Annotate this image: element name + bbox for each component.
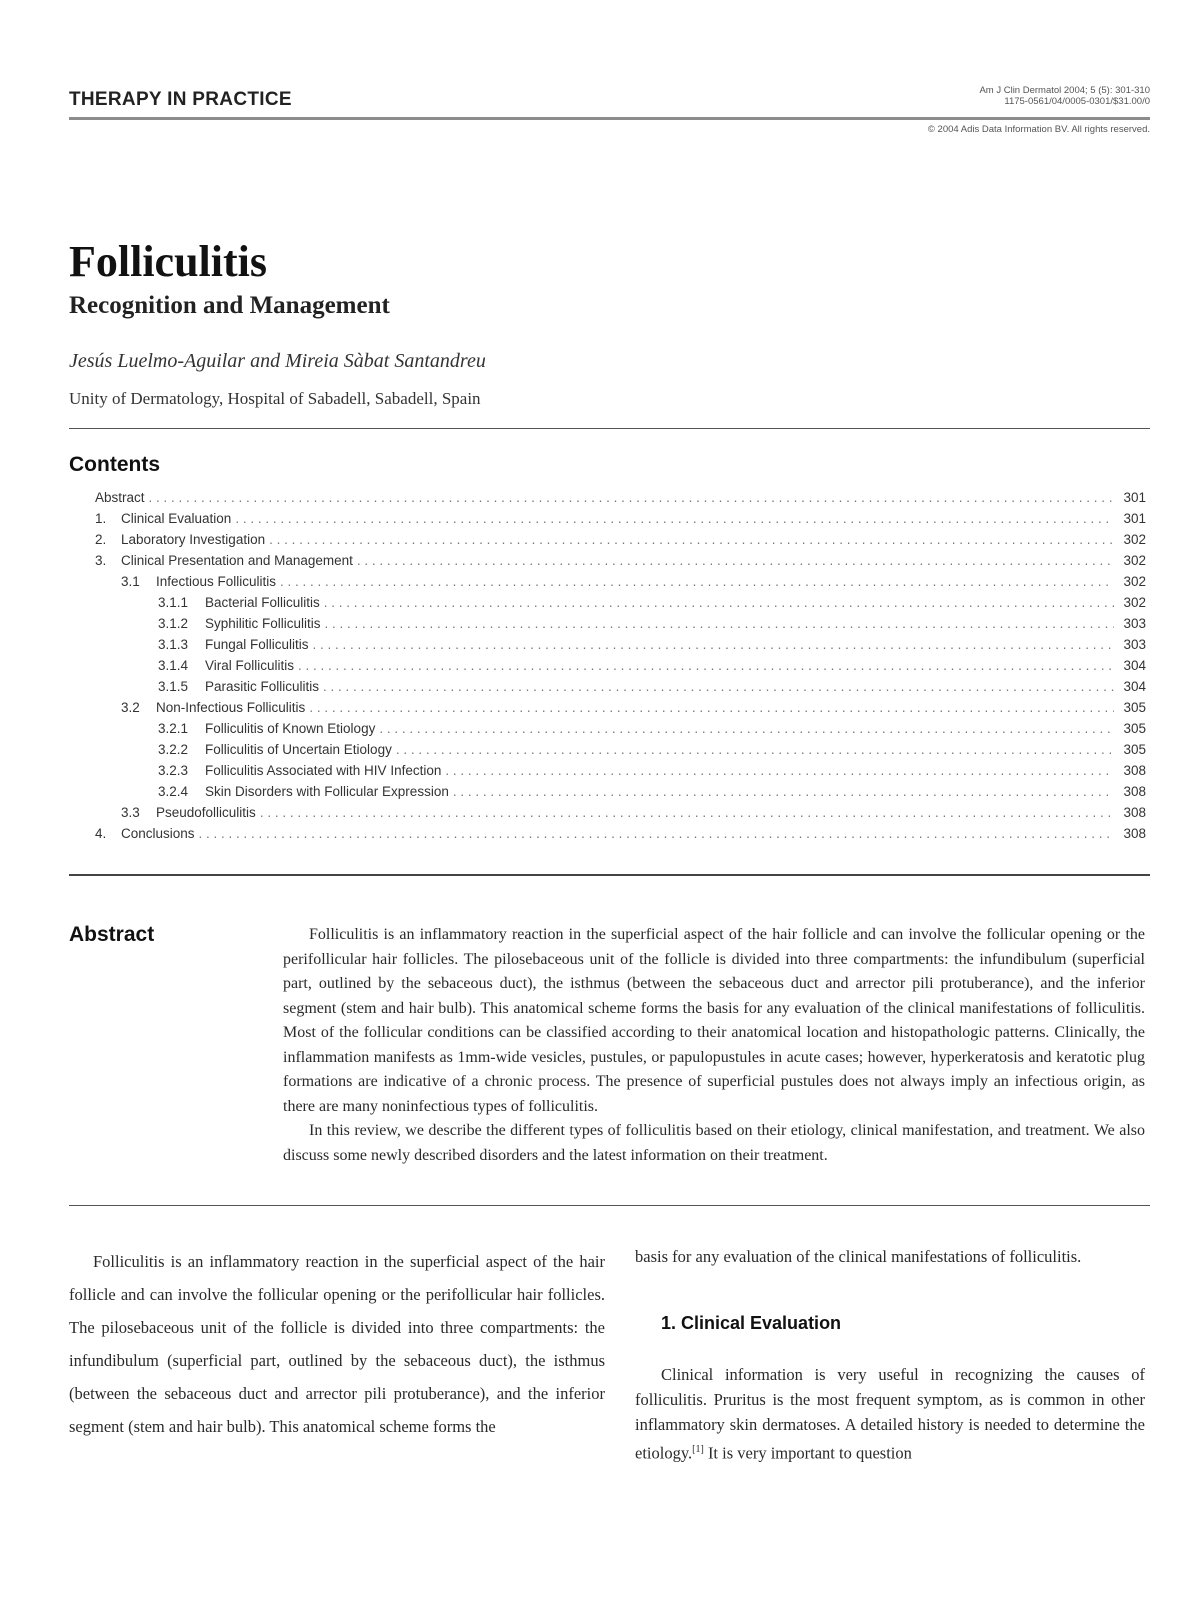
toc-entry-label: Clinical Presentation and Management	[121, 553, 353, 568]
body-column-right	[635, 1362, 1145, 1466]
toc-entry[interactable]	[95, 760, 1146, 781]
toc-leader	[149, 487, 1114, 508]
series-label: THERAPY IN PRACTICE	[69, 89, 292, 110]
toc-entry-page: 308	[1123, 763, 1146, 778]
toc-entry-number: 3.1.3	[158, 637, 189, 652]
toc-leader	[445, 760, 1114, 781]
toc-entry[interactable]	[95, 802, 1146, 823]
toc-entry[interactable]	[95, 529, 1146, 550]
toc-entry-page: 302	[1123, 532, 1146, 547]
toc-entry-label: Syphilitic Folliculitis	[205, 616, 321, 631]
toc-entry[interactable]	[95, 739, 1146, 760]
body-column-right-top	[635, 1245, 1145, 1269]
toc-entry-label: Laboratory Investigation	[121, 532, 266, 547]
toc-entry-number: 3.2.4	[158, 784, 189, 799]
toc-leader	[298, 655, 1114, 676]
toc-entry[interactable]	[95, 823, 1146, 844]
abstract-paragraph-1: Folliculitis is an inflammatory reaction in the superficial aspect of the hair follicle and can involve the follicular opening or the perifollicular hair follicles. The pilosebaceous unit of the follicle is divided into three compartments: the infundibulum (superficial part, outlined by the sebaceous duct), the isthmus (between the sebaceous duct and arrector pili protuberance), and the inferior segment (stem and hair bulb). This anatomical scheme forms the basis for any evaluation of the clinical manifestations of folliculitis. Most of the follicular conditions can be classified according to their anatomical location and histopathologic patterns. Clinically, the inflammation manifests as 1mm-wide vesicles, pustules, or papulopustules in acute cases; however, hyperkeratosis and keratotic plug formations are indicative of a chronic process. The presence of superficial pustules does not always imply an infectious origin, as there are many noninfectious types of folliculitis.	[283, 926, 1145, 1115]
toc-entry[interactable]	[95, 487, 1146, 508]
toc-entry-label: Parasitic Folliculitis	[205, 679, 320, 694]
toc-entry-page: 301	[1123, 490, 1146, 505]
toc-entry[interactable]	[95, 592, 1146, 613]
body-paragraph	[635, 1362, 1145, 1466]
section-heading-clinical-evaluation: 1. Clinical Evaluation	[661, 1313, 842, 1333]
toc-leader	[324, 592, 1114, 613]
toc-entry-label: Fungal Folliculitis	[205, 637, 309, 652]
journal-citation	[979, 85, 1150, 107]
toc-entry-number: 3.1.1	[158, 595, 189, 610]
table-of-contents	[95, 487, 1146, 844]
toc-leader	[325, 613, 1114, 634]
toc-leader	[280, 571, 1114, 592]
abstract-body	[283, 923, 1145, 1168]
toc-entry-label: Infectious Folliculitis	[156, 574, 277, 589]
toc-entry-number: 3.2.1	[158, 721, 189, 736]
toc-entry-page: 301	[1123, 511, 1146, 526]
toc-entry-page: 308	[1123, 826, 1146, 841]
toc-entry-page: 302	[1123, 595, 1146, 610]
toc-entry-label: Folliculitis of Uncertain Etiology	[205, 742, 392, 757]
toc-entry[interactable]	[95, 697, 1146, 718]
toc-leader	[396, 739, 1114, 760]
toc-entry-label: Viral Folliculitis	[205, 658, 295, 673]
toc-entry-number: 3.1.2	[158, 616, 189, 631]
toc-entry-page: 304	[1123, 679, 1146, 694]
divider	[69, 874, 1150, 876]
article-affiliation: Unity of Dermatology, Hospital of Sabadell, Sabadell, Spain	[69, 389, 481, 408]
toc-entry-label: Folliculitis Associated with HIV Infection	[205, 763, 442, 778]
body-text: It is very important to question	[703, 1443, 912, 1463]
article-authors: Jesús Luelmo-Aguilar and Mireia Sàbat Santandreu	[69, 350, 486, 372]
toc-entry-page: 302	[1123, 553, 1146, 568]
toc-entry-number: 4.	[95, 826, 107, 841]
toc-leader	[453, 781, 1114, 802]
reference-link[interactable]: [1]	[692, 1444, 704, 1455]
toc-entry-label: Non-Infectious Folliculitis	[156, 700, 306, 715]
toc-leader	[269, 529, 1114, 550]
toc-entry-label: Pseudofolliculitis	[156, 805, 256, 820]
toc-leader	[260, 802, 1114, 823]
toc-entry[interactable]	[95, 718, 1146, 739]
toc-entry-page: 302	[1123, 574, 1146, 589]
toc-entry[interactable]	[95, 634, 1146, 655]
abstract-paragraph-2: In this review, we describe the different types of folliculitis based on their etiology, clinical manifestation, and treatment. We also discuss some newly described disorders and the latest information on their treatment.	[283, 1122, 1145, 1164]
toc-leader	[199, 823, 1114, 844]
toc-entry-number: 3.	[95, 553, 107, 568]
toc-entry[interactable]	[95, 571, 1146, 592]
body-text: Clinical information is very useful in recognizing the causes of folliculitis. Pruritus is the most frequent symptom, as is common in other inflammatory skin dermatoses. A detailed history is needed to determine the etiology.	[635, 1365, 1145, 1463]
toc-leader	[313, 634, 1114, 655]
toc-entry-number: 3.2.2	[158, 742, 189, 757]
body-paragraph: Folliculitis is an inflammatory reaction in the superficial aspect of the hair follicle and can involve the follicular opening or the perifollicular hair follicles. The pilosebaceous unit of the follicle is divided into three compartments: the infundibulum (superficial part, outlined by the sebaceous duct), the isthmus (between the sebaceous duct and arrector pili protuberance), and the inferior segment (stem and hair bulb). This anatomical scheme forms the	[69, 1252, 605, 1436]
toc-entry-label: Bacterial Folliculitis	[205, 595, 320, 610]
toc-entry-label: Conclusions	[121, 826, 195, 841]
toc-entry-page: 303	[1123, 637, 1146, 652]
body-column-left	[69, 1245, 605, 1443]
body-paragraph: basis for any evaluation of the clinical manifestations of folliculitis.	[635, 1247, 1082, 1266]
toc-leader	[309, 697, 1114, 718]
toc-entry-page: 308	[1123, 805, 1146, 820]
toc-entry-number: 3.2.3	[158, 763, 189, 778]
toc-entry-number: 3.2	[121, 700, 140, 715]
toc-entry-label: Abstract	[95, 490, 145, 505]
toc-entry[interactable]	[95, 781, 1146, 802]
toc-entry[interactable]	[95, 550, 1146, 571]
header-rule	[69, 117, 1150, 120]
toc-entry-page: 305	[1123, 742, 1146, 757]
toc-leader	[235, 508, 1114, 529]
journal-line-2: 1175-0561/04/0005-0301/$31.00/0	[1004, 96, 1150, 107]
toc-entry[interactable]	[95, 613, 1146, 634]
divider	[69, 428, 1150, 429]
toc-entry-number: 1.	[95, 511, 107, 526]
toc-entry-page: 303	[1123, 616, 1146, 631]
toc-entry-number: 3.1	[121, 574, 140, 589]
toc-leader	[379, 718, 1114, 739]
toc-entry[interactable]	[95, 676, 1146, 697]
toc-entry-page: 305	[1123, 721, 1146, 736]
article-subtitle: Recognition and Management	[69, 292, 390, 319]
toc-entry-label: Folliculitis of Known Etiology	[205, 721, 376, 736]
divider	[69, 1205, 1150, 1206]
toc-entry-page: 305	[1123, 700, 1146, 715]
toc-entry-number: 3.3	[121, 805, 140, 820]
toc-leader	[357, 550, 1114, 571]
toc-entry-label: Clinical Evaluation	[121, 511, 232, 526]
contents-heading: Contents	[69, 453, 160, 476]
article-title: Folliculitis	[69, 237, 267, 286]
abstract-heading: Abstract	[69, 923, 155, 946]
toc-entry-number: 3.1.5	[158, 679, 189, 694]
toc-entry[interactable]	[95, 508, 1146, 529]
copyright-notice: © 2004 Adis Data Information BV. All rights reserved.	[927, 124, 1150, 135]
journal-line-1: Am J Clin Dermatol 2004; 5 (5): 301-310	[979, 85, 1150, 96]
toc-entry-number: 2.	[95, 532, 107, 547]
toc-entry-page: 308	[1123, 784, 1146, 799]
toc-leader	[323, 676, 1114, 697]
toc-entry-number: 3.1.4	[158, 658, 189, 673]
toc-entry-label: Skin Disorders with Follicular Expression	[205, 784, 449, 799]
toc-entry-page: 304	[1123, 658, 1146, 673]
toc-entry[interactable]	[95, 655, 1146, 676]
